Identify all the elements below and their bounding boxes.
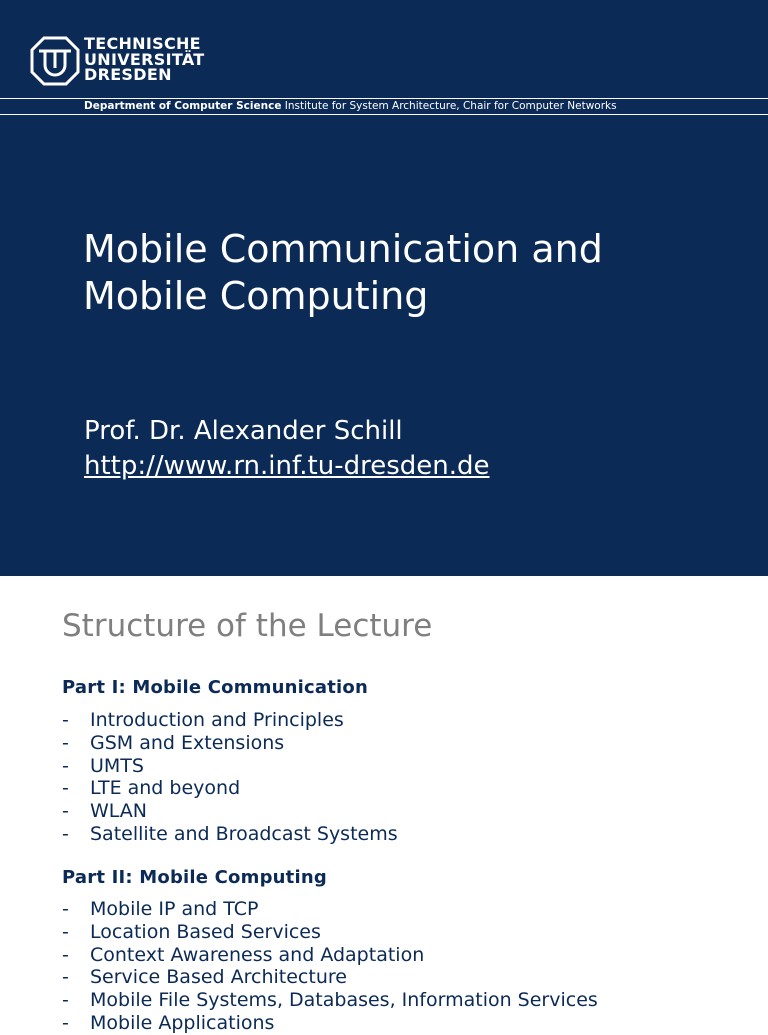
author-name: Prof. Dr. Alexander Schill: [84, 416, 403, 446]
list-item: [62, 755, 398, 778]
list-item: [62, 777, 398, 800]
lecture-title: [83, 226, 603, 320]
list-item: [62, 709, 398, 732]
bullet-dash: -: [62, 966, 69, 989]
list-item-label: WLAN: [90, 800, 148, 823]
bullet-dash: -: [62, 1011, 69, 1034]
header-divider-bottom: [0, 114, 768, 115]
university-name-line1: TECHNISCHE: [84, 34, 201, 53]
list-item: [62, 989, 598, 1012]
part2-heading: Part II: Mobile Computing: [62, 867, 327, 888]
bullet-dash: -: [62, 754, 69, 777]
list-item: [62, 800, 398, 823]
institute-name: Institute for System Architecture, Chair for Computer Networks: [284, 100, 617, 112]
part2-list: [62, 898, 598, 1035]
part1-list: [62, 709, 398, 846]
list-item-label: Introduction and Principles: [90, 709, 344, 731]
part1-heading: Part I: Mobile Communication: [62, 677, 369, 698]
list-item-label: UMTS: [90, 754, 144, 777]
department-line: [84, 99, 617, 113]
bullet-dash: -: [62, 898, 69, 920]
university-name: [84, 36, 204, 83]
list-item: [62, 898, 598, 921]
list-item: [62, 944, 598, 967]
list-item: [62, 732, 398, 755]
list-item: [62, 1012, 598, 1035]
list-item-label: LTE and beyond: [90, 777, 241, 800]
bullet-dash: -: [62, 943, 69, 966]
list-item: [62, 966, 598, 989]
university-name-line2: UNIVERSITÄT: [84, 49, 205, 69]
department-name: Department of Computer Science: [84, 100, 282, 112]
bullet-dash: -: [62, 989, 69, 1012]
outline-title: Structure of the Lecture: [62, 608, 433, 644]
lecture-title-line1: Mobile Communication and: [83, 227, 603, 271]
lecture-title-line2: Mobile Computing: [83, 274, 429, 318]
list-item-label: Location Based Services: [90, 920, 321, 943]
bullet-dash: -: [62, 777, 69, 800]
tu-dresden-logo-icon: [30, 36, 80, 86]
bullet-dash: -: [62, 822, 69, 845]
bullet-dash: -: [62, 709, 69, 731]
list-item-label: Service Based Architecture: [90, 966, 347, 989]
outline-slide: [0, 576, 768, 1034]
bullet-dash: -: [62, 800, 69, 823]
list-item-label: Mobile IP and TCP: [90, 898, 259, 920]
bullet-dash: -: [62, 920, 69, 943]
list-item-label: Mobile File Systems, Databases, Information Services: [90, 989, 598, 1012]
list-item-label: Context Awareness and Adaptation: [90, 943, 425, 966]
university-name-line3: DRESDEN: [84, 65, 172, 84]
list-item: [62, 921, 598, 944]
bullet-dash: -: [62, 731, 69, 754]
website-link[interactable]: http://www.rn.inf.tu-dresden.de: [84, 451, 490, 481]
list-item-label: Satellite and Broadcast Systems: [90, 822, 398, 845]
list-item-label: GSM and Extensions: [90, 731, 285, 754]
list-item: [62, 823, 398, 846]
list-item-label: Mobile Applications: [90, 1011, 275, 1034]
